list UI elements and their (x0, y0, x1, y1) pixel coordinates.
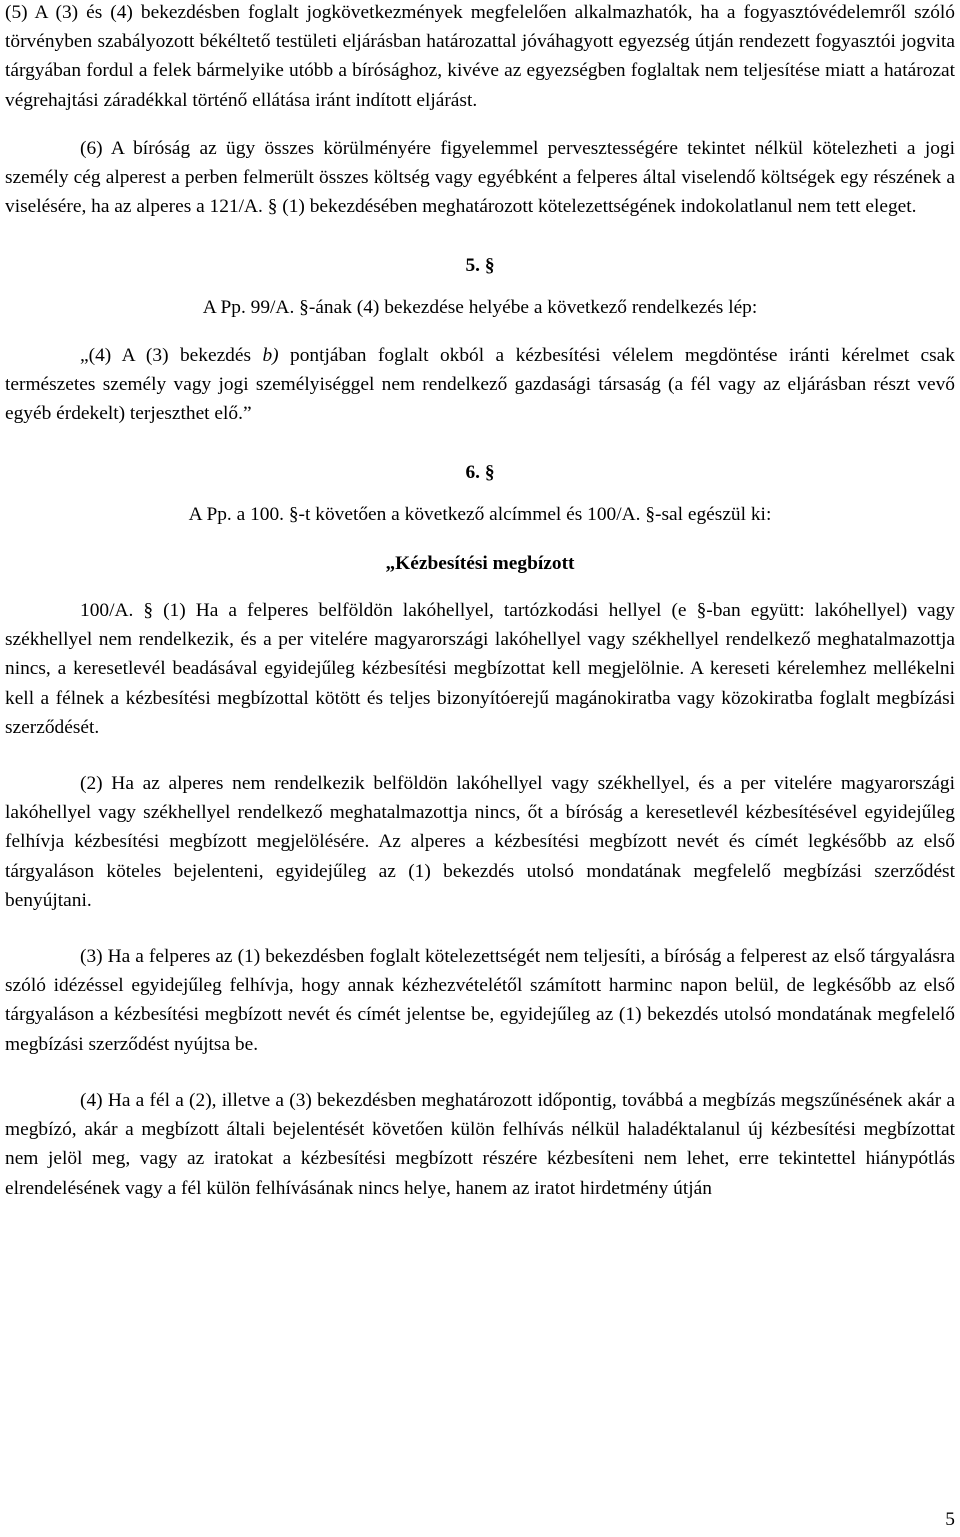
amendment-text-99a-4 (5, 341, 955, 429)
paragraph-100a-3: (3) Ha a felperes az (1) bekezdésben foglalt kötelezettségét nem teljesíti, a bíróság a felperest az első tárgyalásra szóló idézéssel egyidejűleg felhívja, hogy annak kézhezvételétől számított harminc napon belül, de legkésőbb az első tárgyaláson a kézbesítési megbízott nevét és címét jelentse be, egyidejűleg az (1) bekezdés utolsó mondatának megfelelő megbízási szerződést nyújtsa be. (5, 946, 955, 1055)
amendment-intro-100a: A Pp. a 100. §-t követően a következő alcímmel és 100/A. §-sal egészül ki: (188, 503, 772, 525)
amendment-text-part-2: pontjában foglalt okból a kézbesítési vélelem megdöntése iránti kérelmet csak természetes személy vagy jogi személyiséggel nem rendelkező gazdasági társaság (a fél vagy az eljárásban részt vevő egyéb érdekelt) terjeszthet elő.” (5, 344, 955, 425)
amendment-intro-99a: A Pp. 99/A. §-ának (4) bekezdése helyébe a következő rendelkezés lép: (202, 296, 758, 318)
document-page (5, 0, 955, 1203)
paragraph-5-5: (5) A (3) és (4) bekezdésben foglalt jogkövetkezmények megfelelően alkalmazhatók, ha a fogyasztóvédelemről szóló törvényben szabályozott békéltető testületi eljárásban határozattal jóváhagyott egyezség útján rendezett fogyasztói jogvita tárgyában fordul a felek bármelyike utóbb a bírósághoz, kivéve az egyezségben foglaltak nem teljesítése miatt a határozat végrehajtási záradékkal történő ellátása iránt indított eljárást. (5, 2, 955, 111)
paragraph-100a-2: (2) Ha az alperes nem rendelkezik belföldön lakóhellyel vagy székhellyel, és a per vitelére magyarországi lakóhellyel vagy székhellyel rendelkező meghatalmazottja nincs, őt a bíróság a keresetlevél kézbesítésével egyidejűleg felhívja kézbesítési megbízott megjelölésére. Az alperes a kézbesítési megbízott nevét és címét legkésőbb az első tárgyaláson köteles bejelenteni, egyidejűleg az (1) bekezdés utolsó mondatának megfelelő megbízási szerződést benyújtani. (5, 773, 955, 911)
paragraph-100a-1: 100/A. § (1) Ha a felperes belföldön lakóhellyel, tartózkodási hellyel (e §-ban együtt: lakóhellyel) vagy székhellyel nem rendelkezik, és a per vitelére magyarországi lakóhellyel vagy székhellyel rendelkező meghatalmazottja nincs, a keresetlevél beadásával egyidejűleg kézbesítési megbízottat kell megjelölnie. A kereseti kérelemhez mellékelni kell a félnek a kézbesítési megbízottal kötött és teljes bizonyítóerejű magánokiratba vagy közokiratba foglalt megbízási szerződését. (5, 600, 955, 738)
amendment-text-point-b: b) (262, 344, 279, 366)
section-6-heading: 6. § (465, 462, 495, 484)
page-number: 5 (945, 1509, 955, 1530)
paragraph-5-6: (6) A bíróság az ügy összes körülményére figyelemmel pervesztességére tekintet nélkül kötelezheti a jogi személy cég alperest a perben felmerült összes költség vagy egyébként a felperes által viselendő költségek egy részének a viselésére, ha az alperes a 121/A. § (1) bekezdésében meghatározott kötelezettségének indokolatlanul nem tett eleget. (5, 137, 955, 218)
section-5-heading: 5. § (465, 255, 495, 277)
paragraph-100a-4: (4) Ha a fél a (2), illetve a (3) bekezdésben meghatározott időpontig, továbbá a megbízás megszűnésének akár a megbízó, akár a megbízott általi bejelentését követően külön felhívás nélkül haladéktalanul új kézbesítési megbízottat nem jelöl meg, vagy az iratokat a kézbesítési megbízott részére kézbesíteni nem lehet, erre tekintettel hiánypótlás elrendelésének vagy a fél külön felhívásának nincs helye, hanem az iratot hirdetmény útján (5, 1089, 955, 1199)
amendment-text-part-1: „(4) A (3) bekezdés (80, 344, 263, 366)
subtitle-kezbesitesi-megbizott: „Kézbesítési megbízott (385, 552, 575, 574)
